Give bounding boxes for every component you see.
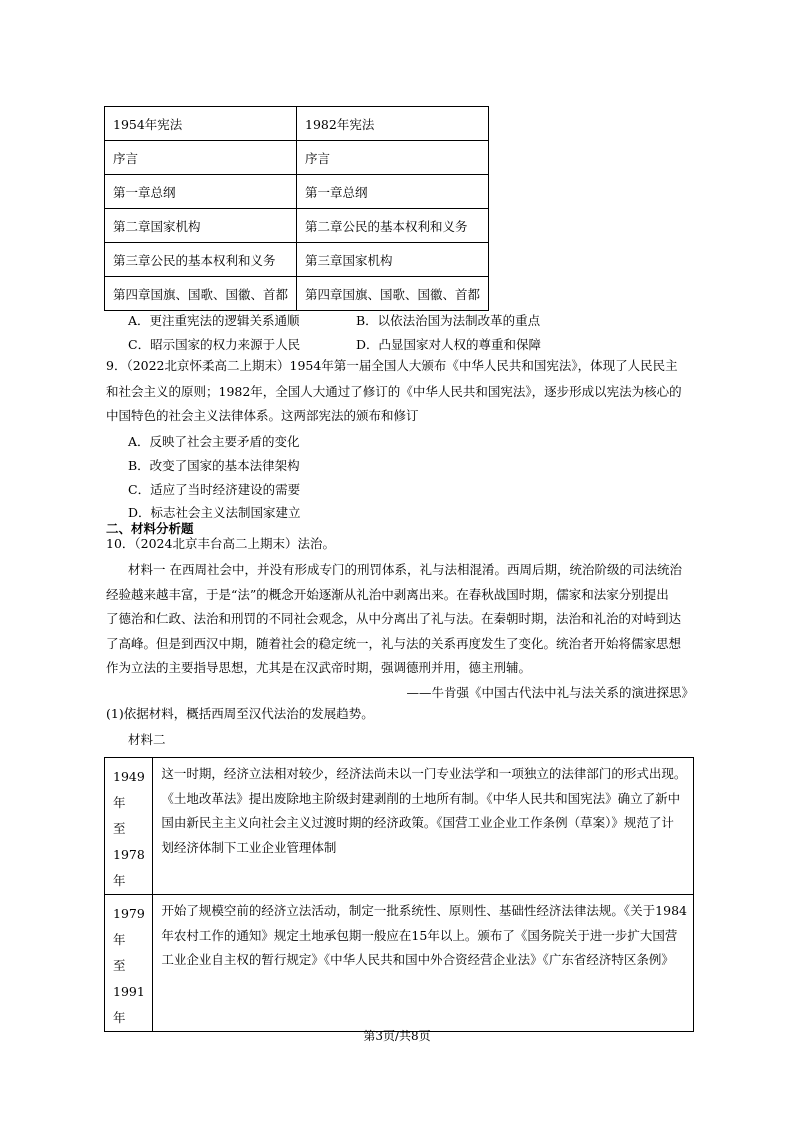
q9-option-d: D．标志社会主义法制国家建立 <box>128 505 301 520</box>
material1-line-4: 了高峰。但是到西汉中期，随着社会的稳定统一，礼与法的关系再度发生了变化。统治者开始将儒家思想 <box>106 636 682 651</box>
table-cell: 第二章公民的基本权利和义务 <box>297 209 489 243</box>
period-cell <box>105 895 153 1032</box>
description-line: 划经济体制下工业企业管理体制 <box>161 839 337 855</box>
economic-legislation-table <box>104 757 694 1032</box>
table-cell: 序言 <box>105 141 297 175</box>
period-line: 至1978 <box>113 821 145 862</box>
q10-question-1: (1)依据材料，概括西周至汉代法治的发展趋势。 <box>106 706 374 721</box>
table-row <box>105 175 489 209</box>
q9-stem-line-2: 和社会主义的原则；1982年，全国人大通过了修订的《中华人民共和国宪法》，逐步形成以宪法为核心的 <box>106 384 682 399</box>
material1-line-3: 了德治和仁政、法治和刑罚的不同社会观念，从中分离出了礼与法。在秦朝时期，法治和礼治的对峙到达 <box>106 611 682 626</box>
table-row <box>105 895 694 1032</box>
section-heading: 二、材料分析题 <box>106 521 194 536</box>
description-cell <box>153 895 694 1032</box>
q9-option-c: C．适应了当时经济建设的需要 <box>128 482 301 497</box>
table-cell: 第一章总纲 <box>105 175 297 209</box>
table-cell: 第三章公民的基本权利和义务 <box>105 243 297 277</box>
q8-option-a: A．更注重宪法的逻辑关系通顺 <box>128 313 300 328</box>
table-cell: 第四章国旗、国歌、国徽、首都 <box>297 277 489 311</box>
table-row <box>105 243 489 277</box>
q10-title: 10．（2024北京丰台高二上期末）法治。 <box>106 536 335 551</box>
description-line: 这一时期，经济立法相对较少，经济法尚未以一门专业法学和一项独立的法律部门的形式出现。 <box>161 766 687 781</box>
description-line: 开始了规模空前的经济立法活动，制定一批系统性、原则性、基础性经济法律法规。《关于1984 <box>161 903 687 918</box>
page-number: 第3页/共8页 <box>363 1029 431 1043</box>
table-row <box>105 758 694 895</box>
q9-stem-line-1: 9．（2022北京怀柔高二上期末）1954年第一届全国人大颁布《中华人民共和国宪法》，体现了人民民主 <box>106 358 678 373</box>
table-row <box>105 209 489 243</box>
table-cell: 第二章国家机构 <box>105 209 297 243</box>
q9-option-a: A．反映了社会主要矛盾的变化 <box>128 434 300 449</box>
period-line: 至1991 <box>113 958 145 999</box>
description-line: 国由新民主主义向社会主义过渡时期的经济政策。《国营工业企业工作条例（草案）》规范了计 <box>161 815 674 830</box>
period-line: 1979年 <box>113 906 145 947</box>
table-cell: 1954年宪法 <box>105 107 297 141</box>
table-cell: 第四章国旗、国歌、国徽、首都 <box>105 277 297 311</box>
table-cell: 第三章国家机构 <box>297 243 489 277</box>
material1-source: ——牛肯强《中国古代法中礼与法关系的演进探思》 <box>406 685 694 700</box>
material1-line-2: 经验越来越丰富，于是“法”的概念开始逐渐从礼治中剥离出来。在春秋战国时期，儒家和法家分别提出 <box>106 587 669 602</box>
description-line: 年农村工作的通知》规定土地承包期一般应在15年以上。颁布了《国务院关于进一步扩大国营 <box>161 927 678 943</box>
q9-option-b: B．改变了国家的基本法律架构 <box>128 458 300 473</box>
q8-option-d: D．凸显国家对人权的尊重和保障 <box>356 337 542 352</box>
table-cell: 1982年宪法 <box>297 107 489 141</box>
q8-option-c: C．昭示国家的权力来源于人民 <box>128 337 301 352</box>
material2-label: 材料二 <box>128 732 166 747</box>
period-cell <box>105 758 153 895</box>
table-row <box>105 141 489 175</box>
period-line: 1949年 <box>113 769 145 810</box>
table-row <box>105 107 489 141</box>
table-cell: 序言 <box>297 141 489 175</box>
q9-stem-line-3: 中国特色的社会主义法律体系。这两部宪法的颁布和修订 <box>106 408 419 423</box>
constitution-comparison-table <box>104 106 489 311</box>
description-line: 《土地改革法》提出废除地主阶级封建剥削的土地所有制。《中华人民共和国宪法》确立了新中 <box>161 790 681 806</box>
table-cell: 第一章总纲 <box>297 175 489 209</box>
period-line: 年 <box>113 1010 126 1025</box>
q8-option-b: B．以依法治国为法制改革的重点 <box>356 313 541 328</box>
material1-line-1: 材料一 在西周社会中，并没有形成专门的刑罚体系，礼与法相混淆。西周后期，统治阶级的司法统治 <box>128 562 682 577</box>
period-line: 年 <box>113 873 126 888</box>
description-line: 工业企业自主权的暂行规定》《中华人民共和国中外合资经营企业法》《广东省经济特区条例》 <box>161 952 674 967</box>
table-row <box>105 277 489 311</box>
material1-line-5: 作为立法的主要指导思想，尤其是在汉武帝时期，强调德刑并用，德主刑辅。 <box>106 660 532 675</box>
description-cell <box>153 758 694 895</box>
